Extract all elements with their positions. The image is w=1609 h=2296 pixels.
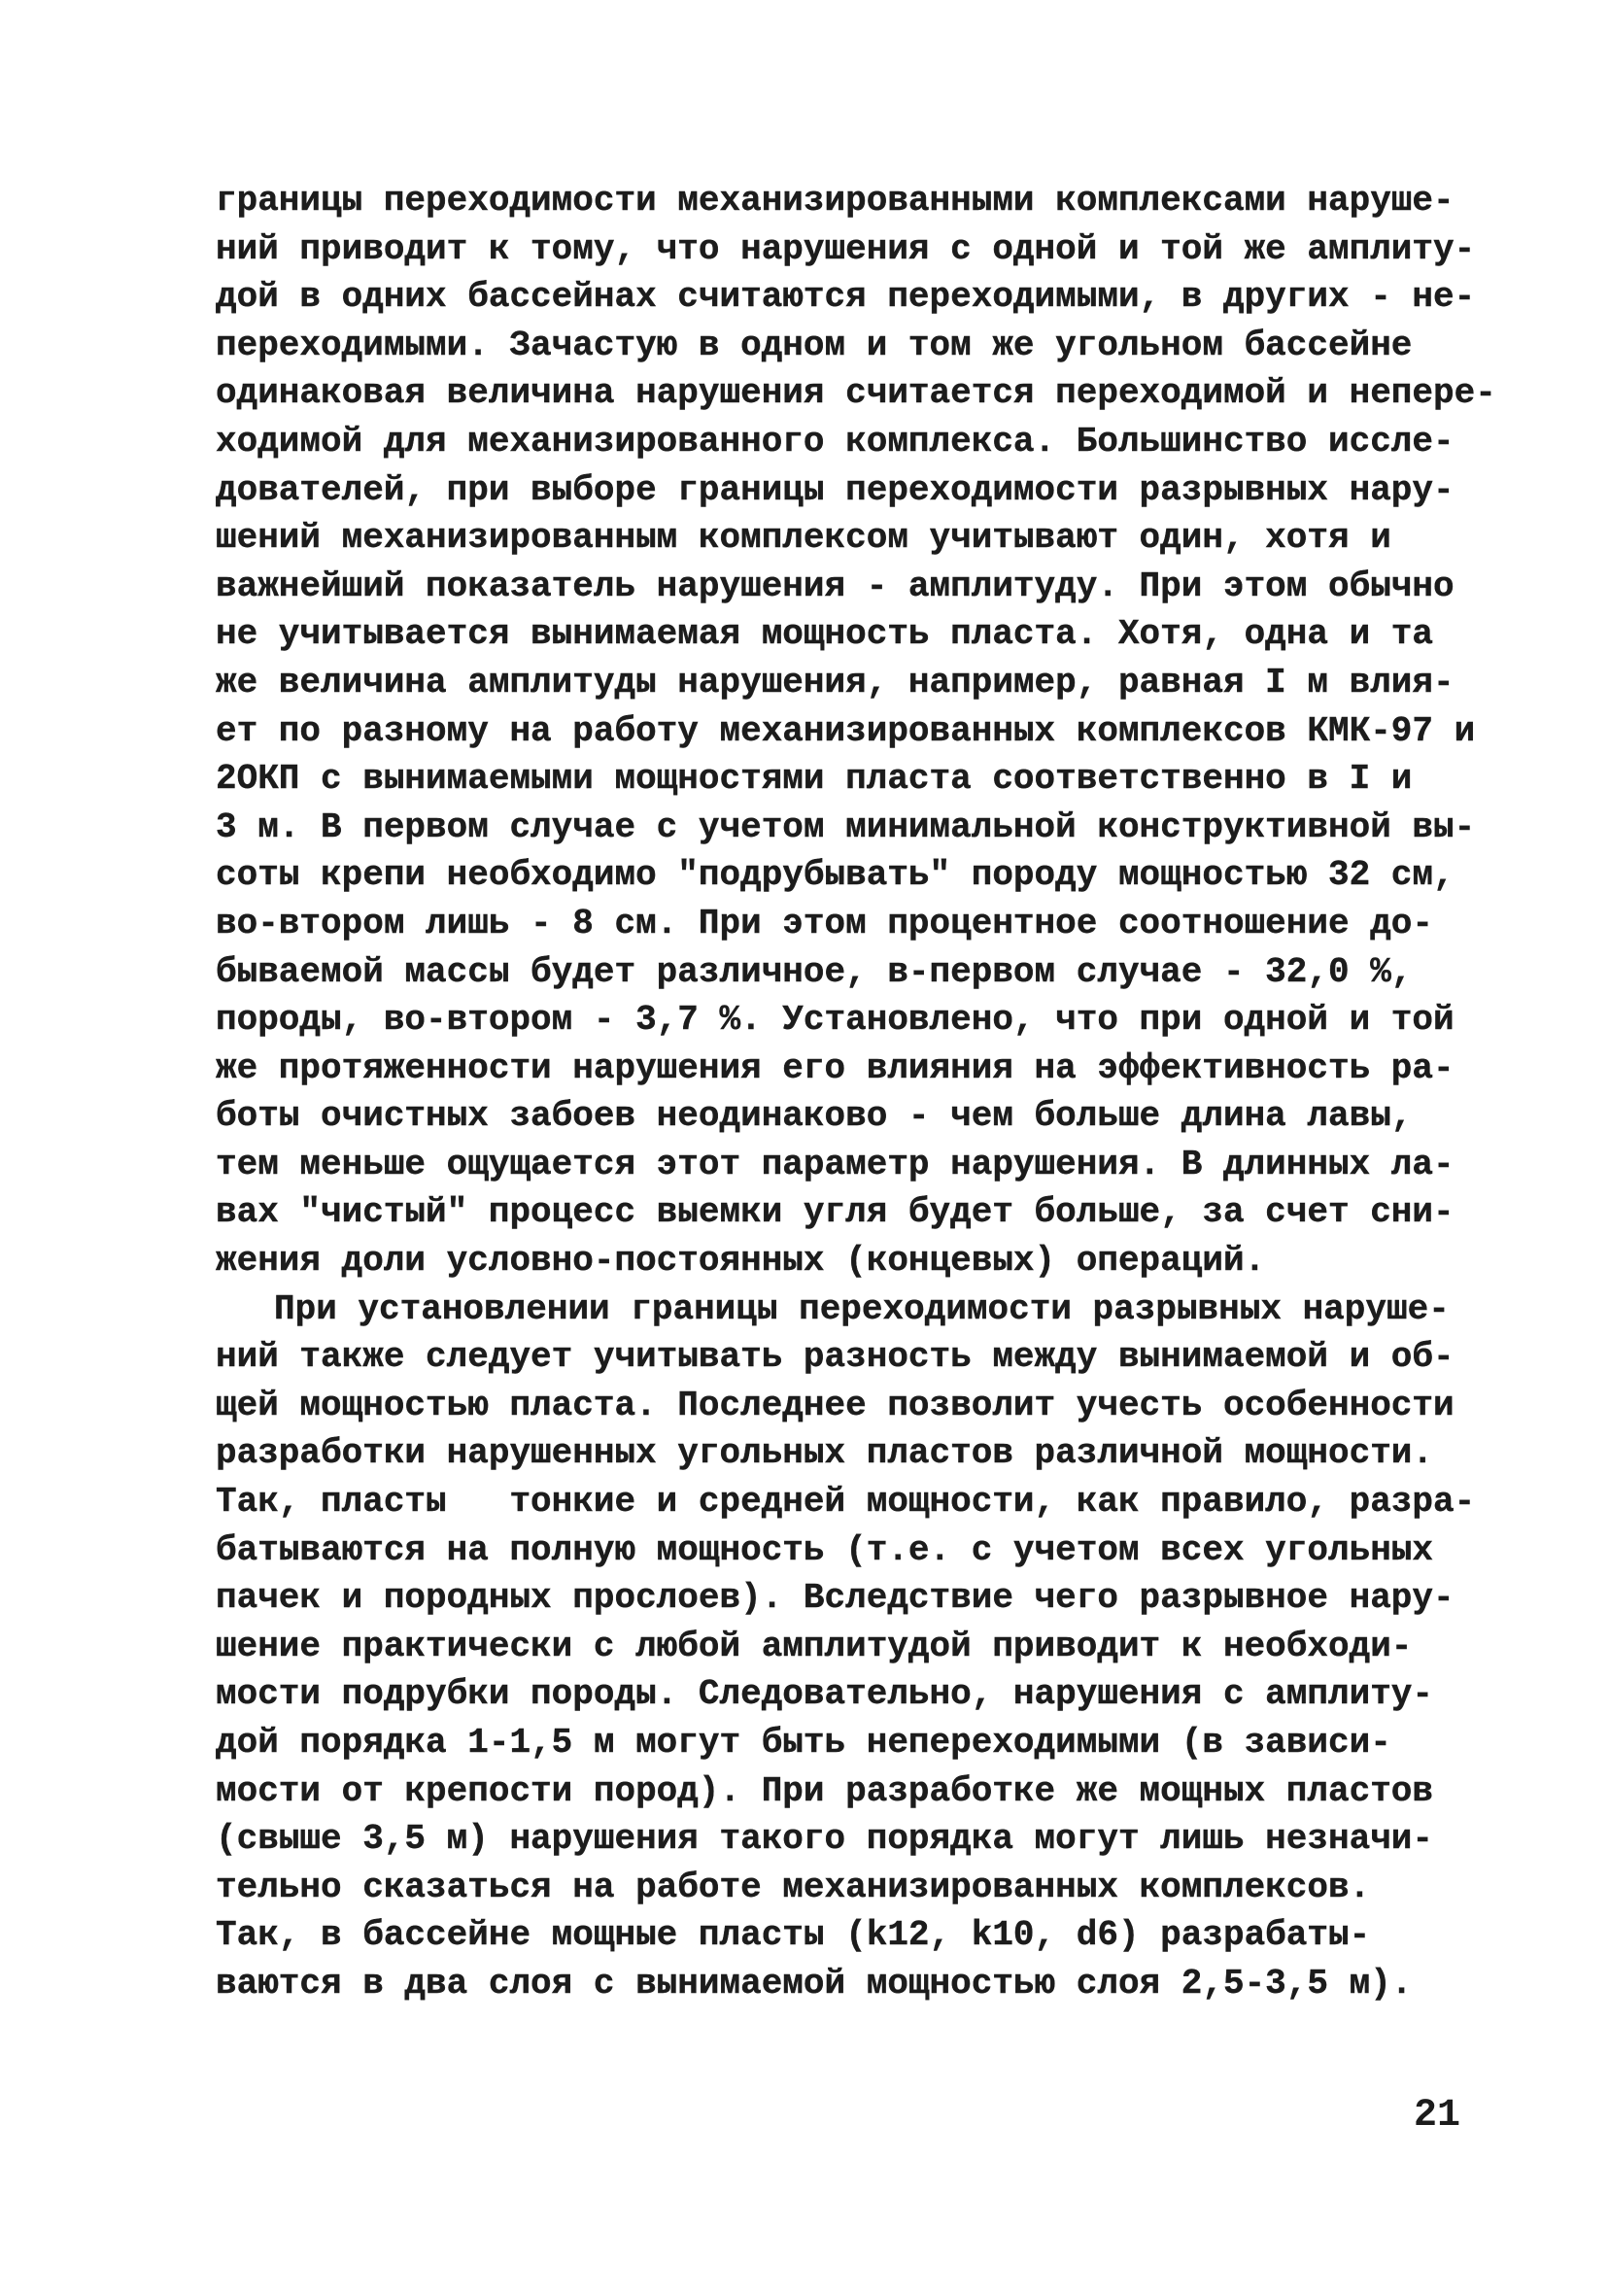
text-line: жения доли условно-постоянных (концевых) операций. — [216, 1241, 1266, 1282]
text-line: дой в одних бассейнах считаются переходимыми, в других - не- — [216, 277, 1476, 318]
text-line: 3 м. В первом случае с учетом минимальной конструктивной вы- — [216, 806, 1476, 847]
text-line: вах "чистый" процесс выемки угля будет больше, за счет сни- — [216, 1192, 1455, 1233]
text-line: мости от крепости пород). При разработке же мощных пластов — [216, 1770, 1434, 1811]
text-line: же протяженности нарушения его влияния на эффективность ра- — [216, 1047, 1455, 1088]
text-line: разработки нарушенных угольных пластов различной мощности. — [216, 1433, 1434, 1474]
text-line: мости подрубки породы. Следовательно, нарушения с амплиту- — [216, 1674, 1434, 1715]
text-line: соты крепи необходимо "подрубывать" породу мощностью 32 см, — [216, 855, 1455, 896]
text-line: дой порядка 1-1,5 м могут быть непереходимыми (в зависи- — [216, 1723, 1391, 1763]
text-line: границы переходимости механизированными комплексами наруше- — [216, 181, 1455, 221]
paragraph-1 — [216, 177, 1496, 1285]
text-line: важнейший показатель нарушения - амплитуду. При этом обычно — [216, 565, 1455, 606]
text-line: одинаковая величина нарушения считается переходимой и непере- — [216, 373, 1496, 414]
text-line: бываемой массы будет различное, в-первом случае - 32,0 %, — [216, 951, 1413, 992]
text-line: шений механизированным комплексом учитывают один, хотя и — [216, 518, 1391, 559]
text-line: При установлении границы переходимости разрывных наруше- — [274, 1288, 1450, 1329]
text-line: (свыше 3,5 м) нарушения такого порядка могут лишь незначи- — [216, 1819, 1434, 1860]
text-line: во-втором лишь - 8 см. При этом процентное соотношение до- — [216, 903, 1434, 943]
text-line: ний также следует учитывать разность между вынимаемой и об- — [216, 1337, 1455, 1378]
text-line: не учитывается вынимаемая мощность пласта. Хотя, одна и та — [216, 614, 1434, 655]
text-line: ваются в два слоя с вынимаемой мощностью слоя 2,5-3,5 м). — [216, 1963, 1413, 2004]
text-line: тем меньше ощущается этот параметр нарушения. В длинных ла- — [216, 1144, 1455, 1184]
text-line: Так, в бассейне мощные пласты (k12, k10, d6) разрабаты- — [216, 1915, 1371, 1956]
text-line: переходимыми. Зачастую в одном и том же угольном бассейне — [216, 325, 1413, 365]
text-line: Так, пласты тонкие и средней мощности, как правило, разра- — [216, 1482, 1476, 1523]
text-line: тельно сказаться на работе механизированных комплексов. — [216, 1867, 1371, 1907]
text-line: ходимой для механизированного комплекса. Большинство иссле- — [216, 421, 1455, 462]
text-line: шение практически с любой амплитудой приводит к необходи- — [216, 1626, 1413, 1666]
text-line: породы, во-втором - 3,7 %. Установлено, что при одной и той — [216, 1000, 1455, 1041]
text-line: ний приводит к тому, что нарушения с одной и той же амплиту- — [216, 228, 1476, 269]
body-text — [216, 177, 1496, 2008]
text-line: же величина амплитуды нарушения, например, равная I м влия- — [216, 662, 1455, 703]
text-line: боты очистных забоев неодинаково - чем больше длина лавы, — [216, 1096, 1413, 1137]
paragraph-2 — [216, 1285, 1476, 2008]
text-line: 2ОКП с вынимаемыми мощностями пласта соответственно в I и — [216, 759, 1413, 800]
page-number: 21 — [1414, 2094, 1461, 2138]
text-line: пачек и породных прослоев). Вследствие чего разрывное нару- — [216, 1578, 1455, 1619]
text-line: щей мощностью пласта. Последнее позволит учесть особенности — [216, 1385, 1455, 1425]
text-line: ет по разному на работу механизированных комплексов КМК-97 и — [216, 710, 1476, 751]
text-line: дователей, при выборе границы переходимости разрывных нару- — [216, 469, 1455, 510]
text-line: батываются на полную мощность (т.е. с учетом всех угольных — [216, 1529, 1434, 1570]
